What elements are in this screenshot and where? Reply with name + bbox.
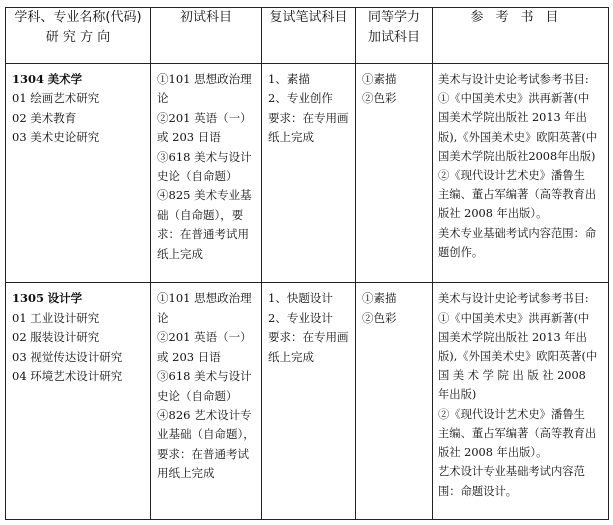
prelim-cell-line: ①101 思想政治理 — [157, 72, 252, 86]
research-direction: 02 美术教育 — [12, 110, 77, 125]
header-extra: 同等学力 加试科目 — [356, 8, 433, 64]
books-cell-line: ①《中国美术史》洪再新著(中 — [438, 311, 590, 325]
books-cell-line: ②《现代设计艺术史》潘鲁生 — [438, 169, 585, 183]
prelim-cell-line: 业基础（自命题）， — [157, 427, 255, 442]
prelim-cell-line: 求：在普通考试用 — [157, 227, 249, 242]
prelim-cell-line: 用纸上完成 — [157, 466, 215, 481]
extra-cell-line: ①素描 — [362, 72, 397, 86]
books-cell-line: 美术专业基础考试内容范围：命 — [438, 226, 597, 240]
major-title — [12, 289, 147, 308]
prelim-cell-line: 或 203 日语 — [157, 130, 221, 145]
books-cell-line: ①《中国美术史》洪再新著(中 — [438, 92, 590, 106]
retest-cell-line: 纸上完成 — [268, 130, 314, 145]
prelim-cell-line: 论 — [157, 310, 169, 325]
prelim-cell-line: ③618 美术与设计 — [157, 149, 252, 164]
prelim-cell-line: ②201 英语（一） — [157, 110, 252, 125]
admissions-table — [5, 7, 609, 520]
retest-cell-line: 2、专业设计 — [268, 310, 333, 325]
header-major: 学科、专业名称(代码) 研 究 方 向 — [6, 8, 151, 64]
books-cell — [433, 64, 609, 283]
major-name: 美术学 — [47, 72, 83, 86]
prelim-cell — [151, 64, 262, 283]
books-cell-line: 美术与设计史论考试参考书目: — [438, 292, 589, 306]
retest-cell — [262, 64, 356, 283]
prelim-cell — [151, 283, 262, 520]
books-cell-line: 艺术设计专业基础考试内容范 — [438, 465, 585, 479]
research-direction: 04 环境艺术设计研究 — [12, 369, 123, 384]
research-direction: 02 服装设计研究 — [12, 330, 100, 345]
books-cell-line: 版),《外国美术史》欧阳英著(中 — [438, 130, 598, 144]
books-cell-line: 版社 2008 年出版）。 — [438, 446, 548, 460]
books-cell-line: 国 美 术 学 院 出 版 社 2008 — [438, 369, 586, 383]
books-cell-line: 美术与设计史论考试参考书目: — [438, 73, 589, 86]
retest-cell — [262, 283, 356, 520]
research-direction: 01 绘画艺术研究 — [12, 91, 100, 106]
books-cell-line: 国美术学院出版社 2013 年出 — [438, 330, 587, 344]
prelim-cell-line: 史论（自命题） — [157, 169, 238, 184]
books-cell-line: 版社 2008 年出版）。 — [438, 207, 548, 221]
table-row — [6, 64, 609, 283]
retest-cell-line: 2、专业创作 — [268, 91, 333, 106]
prelim-cell-line: ②201 英语（一） — [157, 330, 252, 345]
research-direction: 03 视觉传达设计研究 — [12, 349, 123, 364]
prelim-cell-line: ④825 美术专业基 — [157, 188, 252, 203]
retest-cell-line: 1、素描 — [268, 72, 310, 86]
books-cell-line: 围：命题设计。 — [438, 484, 518, 498]
table-row — [6, 283, 609, 520]
prelim-cell-line: 要求：在普通考试 — [157, 446, 249, 461]
header-retest: 复试笔试科目 — [262, 8, 356, 64]
header-books: 参考书目 — [433, 8, 609, 64]
books-cell-line: 主编、董占军编著（高等教育出 — [438, 426, 597, 440]
major-name: 设计学 — [47, 291, 83, 306]
extra-cell — [356, 283, 433, 520]
extra-cell-line: ②色彩 — [362, 310, 397, 325]
table-body — [6, 64, 609, 520]
research-direction: 01 工业设计研究 — [12, 310, 100, 325]
research-direction: 03 美术史论研究 — [12, 130, 100, 145]
major-title — [12, 70, 147, 89]
prelim-cell-line: 或 203 日语 — [157, 349, 221, 364]
major-code: 1304 — [12, 72, 45, 86]
prelim-cell-line: 论 — [157, 91, 169, 106]
books-cell-line: 年出版) — [438, 388, 477, 402]
books-cell-line: 国美术学院出版社2008年出版) — [438, 149, 596, 163]
extra-cell-line: ②色彩 — [362, 91, 397, 106]
prelim-cell-line: ④826 艺术设计专 — [157, 407, 252, 422]
books-cell-line: 主编、董占军编著（高等教育出 — [438, 188, 597, 202]
extra-cell — [356, 64, 433, 283]
retest-cell-line: 要求：在专用画 — [268, 330, 349, 345]
books-cell-line: ②《现代设计艺术史》潘鲁生 — [438, 407, 585, 421]
prelim-cell-line: 纸上完成 — [157, 246, 203, 261]
prelim-cell-line: ③618 美术与设计 — [157, 369, 252, 384]
books-cell-line: 题创作。 — [438, 245, 484, 259]
header-prelim: 初试科目 — [151, 8, 262, 64]
table-header-row — [6, 8, 609, 64]
retest-cell-line: 要求：在专用画 — [268, 110, 349, 125]
books-cell-line: 版),《外国美术史》欧阳英著(中 — [438, 350, 598, 364]
retest-cell-line: 1、快题设计 — [268, 291, 333, 306]
prelim-cell-line: 础（自命题），要 — [157, 207, 244, 222]
extra-cell-line: ①素描 — [362, 291, 397, 306]
books-cell — [433, 283, 609, 520]
major-cell — [6, 64, 151, 283]
major-cell — [6, 283, 151, 520]
books-cell-line: 国美术学院出版社 2013 年出 — [438, 111, 587, 125]
prelim-cell-line: ①101 思想政治理 — [157, 291, 252, 306]
retest-cell-line: 纸上完成 — [268, 349, 314, 364]
major-code: 1305 — [12, 291, 45, 306]
prelim-cell-line: 史论（自命题） — [157, 388, 238, 403]
